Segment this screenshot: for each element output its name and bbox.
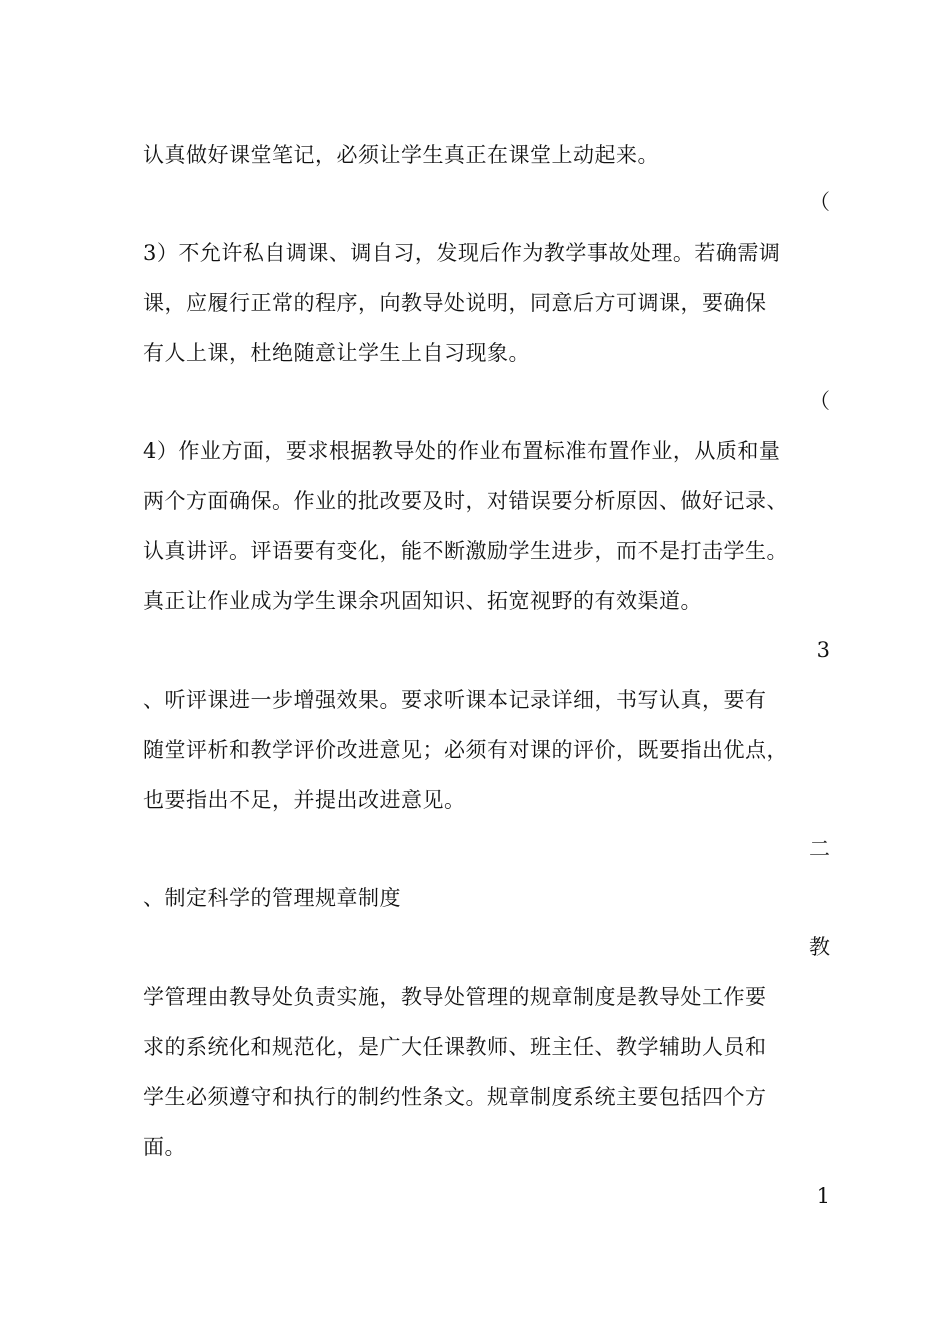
text-line: 认真做好课堂笔记，必须让学生真正在课堂上动起来。 bbox=[143, 143, 659, 167]
text-line: 真正让作业成为学生课余巩固知识、拓宽视野的有效渠道。 bbox=[143, 589, 702, 613]
text-line: 两个方面确保。作业的批改要及时，对错误要分析原因、做好记录、 bbox=[143, 489, 788, 513]
text-line: 4）作业方面，要求根据教导处的作业布置标准布置作业，从质和量 bbox=[143, 439, 781, 463]
text-line: 随堂评析和教学评价改进意见；必须有对课的评价，既要指出优点， bbox=[143, 738, 788, 762]
text-line: 也要指出不足，并提出改进意见。 bbox=[143, 788, 466, 812]
section-heading: 、制定科学的管理规章制度 bbox=[143, 886, 401, 910]
text-line: 课，应履行正常的程序，向教导处说明，同意后方可调课，要确保 bbox=[143, 291, 767, 315]
paragraph-marker: 1 bbox=[816, 1184, 830, 1208]
text-line: 求的系统化和规范化，是广大任课教师、班主任、教学辅助人员和 bbox=[143, 1035, 767, 1059]
text-line: 、听评课进一步增强效果。要求听课本记录详细，书写认真，要有 bbox=[143, 688, 767, 712]
section-heading-number: 二 bbox=[809, 837, 830, 861]
text-line: 有人上课，杜绝随意让学生上自习现象。 bbox=[143, 341, 530, 365]
paragraph-marker: （ bbox=[809, 389, 830, 413]
text-line: 3）不允许私自调课、调自习，发现后作为教学事故处理。若确需调 bbox=[143, 241, 781, 265]
paragraph-marker: 教 bbox=[809, 935, 830, 959]
text-line: 面。 bbox=[143, 1135, 186, 1159]
text-line: 认真讲评。评语要有变化，能不断激励学生进步，而不是打击学生。 bbox=[143, 539, 788, 563]
text-line: 学管理由教导处负责实施，教导处管理的规章制度是教导处工作要 bbox=[143, 985, 767, 1009]
text-line: 学生必须遵守和执行的制约性条文。规章制度系统主要包括四个方 bbox=[143, 1085, 767, 1109]
paragraph-marker: 3 bbox=[816, 638, 830, 662]
paragraph-marker: （ bbox=[809, 190, 830, 214]
